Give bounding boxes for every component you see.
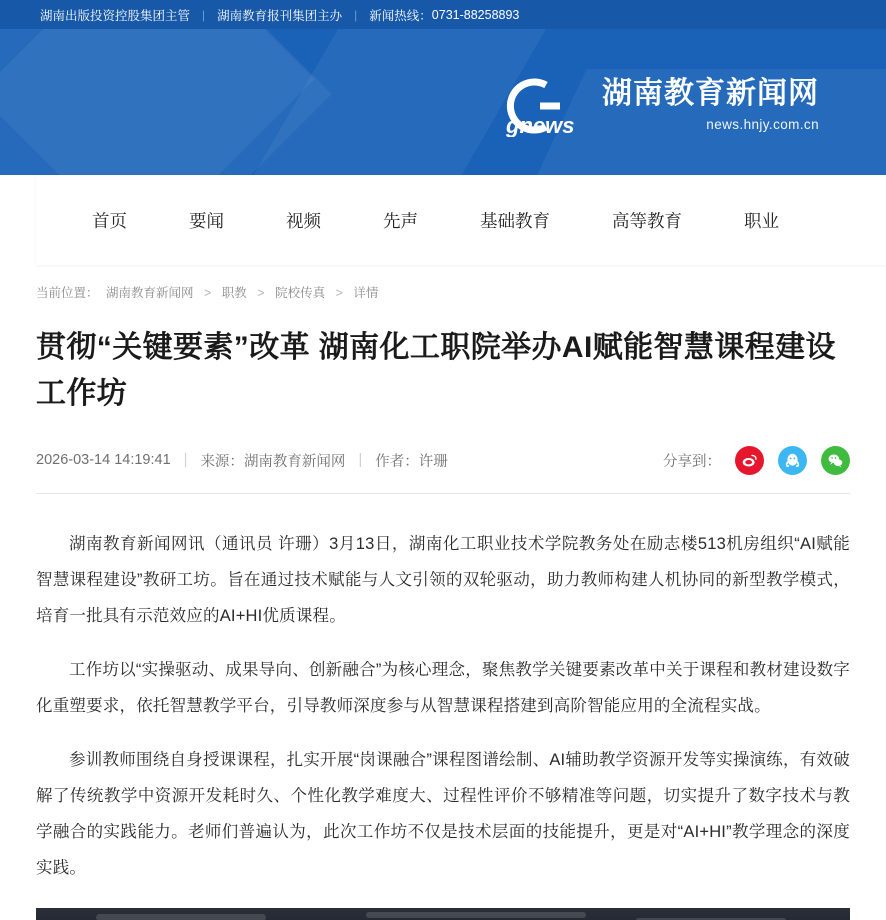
nav-item-home[interactable]: 首页: [92, 210, 127, 231]
breadcrumb-arrow-2: >: [257, 286, 265, 300]
nav-item-vocational[interactable]: 职业: [744, 210, 779, 231]
content-area: [0, 265, 886, 920]
photo-highlight-2: [366, 912, 586, 918]
topbar-hotline-number: 0731-88258893: [431, 7, 520, 22]
breadcrumb-item-vocational[interactable]: 职教: [221, 286, 247, 300]
page-title: 贯彻“关键要素”改革 湖南化工职院举办AI赋能智慧课程建设工作坊: [36, 331, 836, 410]
article-date: 2026-03-14 14:19:41: [36, 452, 171, 468]
breadcrumb: [0, 265, 886, 301]
meta-separator-1: |: [183, 452, 188, 468]
site-logo[interactable]: [500, 75, 819, 137]
share-bar: [663, 446, 850, 475]
article-photo-classroom: [36, 908, 850, 920]
breadcrumb-item-site[interactable]: 湖南教育新闻网: [106, 286, 194, 300]
breadcrumb-arrow-1: >: [204, 286, 212, 300]
article-paragraph: 参训教师围绕自身授课课程，扎实开展“岗课融合”课程图谱绘制、AI辅助教学资源开发等实操演练，有效破解了传统教学中资源开发耗时久、个性化教学难度大、过程性评价不够精准等问题，切实提升了数字技术与教学融合的实践能力。老师们普遍认为，此次工作坊不仅是技术层面的技能提升，更是对“AI+HI”教学理念的深度实践。: [36, 751, 850, 877]
site-name: 湖南教育新闻网: [602, 77, 819, 110]
nav-item-voice[interactable]: 先声: [383, 210, 418, 231]
breadcrumb-item-detail[interactable]: 详情: [353, 286, 379, 300]
topbar-separator: |: [202, 7, 206, 22]
breadcrumb-arrow-3: >: [335, 286, 343, 300]
qq-share-icon[interactable]: [778, 446, 807, 475]
topbar-hotline-label: 新闻热线：: [369, 8, 432, 23]
nav-item-top-news[interactable]: 要闻: [189, 210, 224, 231]
article-author-label: 作者：: [375, 453, 419, 470]
article-paragraph: 湖南教育新闻网讯（通讯员 许珊）3月13日，湖南化工职业技术学院教务处在励志楼513机房组织“AI赋能智慧课程建设”教研工坊。旨在通过技术赋能与人文引领的双轮驱动，助力教师构建人机协同的新型教学模式，培育一批具有示范效应的AI+HI优质课程。: [36, 535, 850, 625]
topbar-separator-2: |: [354, 7, 358, 22]
meta-separator-2: |: [358, 452, 363, 468]
breadcrumb-label: 当前位置：: [36, 286, 99, 300]
top-bar: [0, 0, 886, 29]
nav-item-video[interactable]: 视频: [286, 210, 321, 231]
main-nav: [36, 175, 886, 265]
logo-text-block: [602, 75, 819, 132]
weibo-share-icon[interactable]: [735, 446, 764, 475]
breadcrumb-item-campus-news[interactable]: 院校传真: [275, 286, 326, 300]
site-header: [0, 29, 886, 175]
topbar-item-supervisor: 湖南出版投资控股集团主管: [40, 8, 191, 23]
article-author: 许珊: [418, 453, 448, 470]
gnews-logo-icon: [500, 75, 596, 137]
article-body: [36, 494, 850, 886]
photo-highlight-1: [96, 914, 266, 920]
site-url: news.hnjy.com.cn: [706, 117, 819, 132]
svg-text:gnews: gnews: [506, 113, 575, 137]
wechat-share-icon[interactable]: [821, 446, 850, 475]
article-source-label: 来源：: [200, 453, 244, 470]
article-source: 湖南教育新闻网: [243, 453, 346, 470]
article-paragraph: 工作坊以“实操驱动、成果导向、创新融合”为核心理念，聚焦教学关键要素改革中关于课程和教材建设数字化重塑要求，依托智慧教学平台，引导教师深度参与从智慧课程搭建到高阶智能应用的全流程实战。: [36, 661, 850, 715]
nav-item-basic-education[interactable]: 基础教育: [480, 210, 550, 231]
topbar-item-sponsor: 湖南教育报刊集团主办: [217, 8, 343, 23]
article-meta: [36, 443, 850, 477]
share-label: 分享到：: [663, 453, 721, 470]
nav-item-higher-education[interactable]: 高等教育: [612, 210, 682, 231]
